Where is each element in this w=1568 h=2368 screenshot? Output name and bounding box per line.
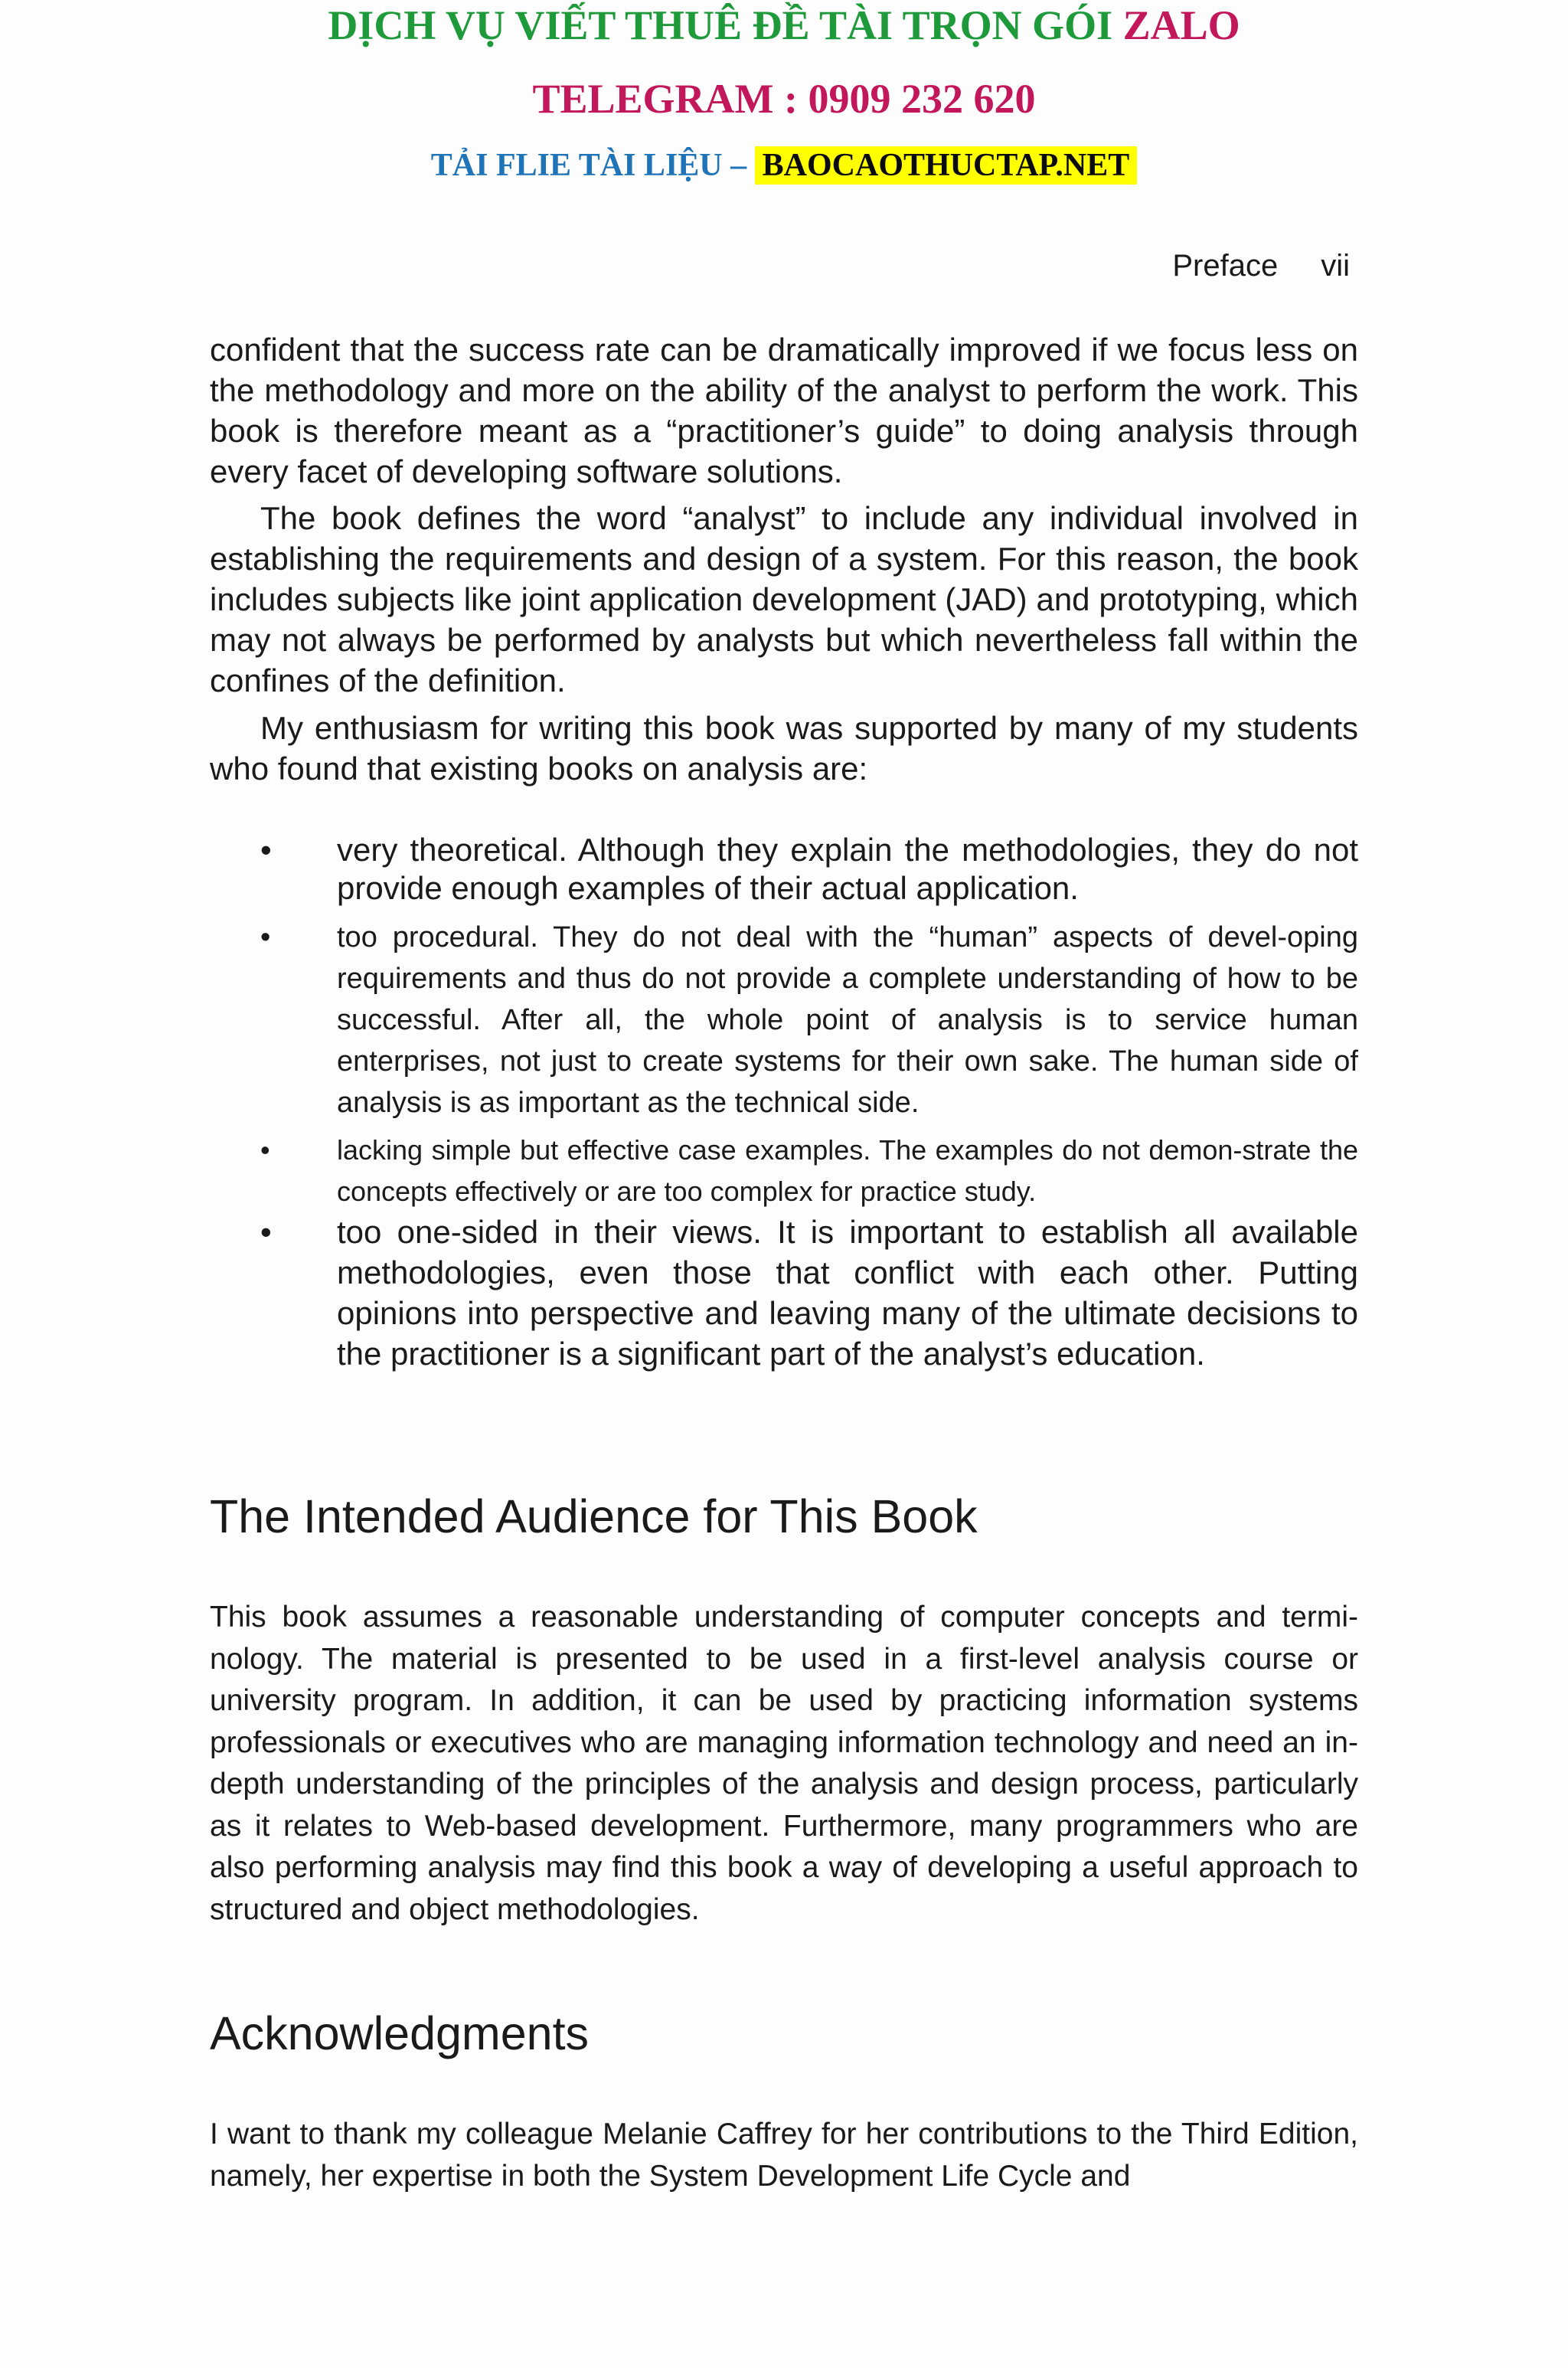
promo-banner-service-text: DỊCH VỤ VIẾT THUÊ ĐỀ TÀI TRỌN GÓI xyxy=(328,2,1123,48)
promo-banner-download-text: TẢI FLIE TÀI LIỆU – xyxy=(430,148,755,183)
promo-banner-telegram: TELEGRAM : 0909 232 620 xyxy=(532,76,1036,122)
paragraph-acknowledgments: I want to thank my colleague Melanie Caffrey for her contributions to the Third Edition, namely, her expertise in both the System Development Life Cycle and xyxy=(210,2118,1358,2193)
section-heading-intended-audience: The Intended Audience for This Book xyxy=(210,1490,978,1542)
bullet-item-theoretical xyxy=(260,831,1358,908)
bullet-text: too one-sided in their views. It is important to establish all available methodologies, even those that conflict with each other. Putting opinions into perspective and leaving many of the ultimate decisions to the practitioner is a significant part of the analyst’s education. xyxy=(337,1214,1358,1372)
bullet-symbol: • xyxy=(260,921,271,953)
running-header xyxy=(1172,249,1350,283)
paragraph-continued: confident that the success rate can be dramatically improved if we focus less on the methodology and more on the ability of the analyst to perform the work. This book is therefore meant as a “practitioner’s guide” to doing analysis through every facet of developing software solutions. xyxy=(210,332,1358,489)
bullet-text: lacking simple but effective case examples. The examples do not demon-strate the concepts effectively or are too complex for practice study. xyxy=(337,1134,1358,1207)
section-heading-acknowledgments: Acknowledgments xyxy=(210,2007,590,2059)
bullet-item-case-examples xyxy=(260,1130,1358,1212)
bullet-text: too procedural. They do not deal with the “human” aspects of devel-oping requirements and thus do not provide a complete understanding of how to be successful. After all, the whole point of analysis is to service human enterprises, not just to create systems for their own sake. The human side of analysis is as important as the technical side. xyxy=(337,921,1358,1119)
page-number: vii xyxy=(1321,249,1350,283)
bullet-symbol: • xyxy=(260,832,272,868)
bullet-item-one-sided xyxy=(260,1212,1358,1374)
promo-banner-line-3 xyxy=(0,147,1568,184)
promo-banner-website-link[interactable]: BAOCAOTHUCTAP.NET xyxy=(755,146,1138,185)
promo-banner-zalo-text: ZALO xyxy=(1122,2,1240,48)
paragraph-intended-audience: This book assumes a reasonable understanding of computer concepts and termi-nology. The material is presented to be used in a first-level analysis course or university program. In addition, it can be used by practicing information systems professionals or executives who are managing information technology and need an in-depth understanding of the principles of the analysis and design process, particularly as it relates to Web-based development. Furthermore, many programmers who are also performing analysis may find this book a way of developing a useful approach to structured and object methodologies. xyxy=(210,1601,1358,1926)
bullet-item-procedural xyxy=(260,917,1358,1123)
running-header-section: Preface xyxy=(1172,249,1279,283)
promo-banner-line-1 xyxy=(0,2,1568,49)
bullet-symbol: • xyxy=(260,1134,270,1166)
paragraph-enthusiasm: My enthusiasm for writing this book was supported by many of my students who found that existing books on analysis are: xyxy=(210,710,1358,787)
bullet-text: very theoretical. Although they explain the methodologies, they do not provide enough examples of their actual application. xyxy=(337,832,1358,906)
paragraph-analyst-definition: The book defines the word “analyst” to include any individual involved in establishing the requirements and design of a system. For this reason, the book includes subjects like joint application development (JAD) and prototyping, which may not always be performed by analysts but which nevertheless fall within the confines of the definition. xyxy=(210,500,1358,698)
bullet-symbol: • xyxy=(260,1214,272,1250)
